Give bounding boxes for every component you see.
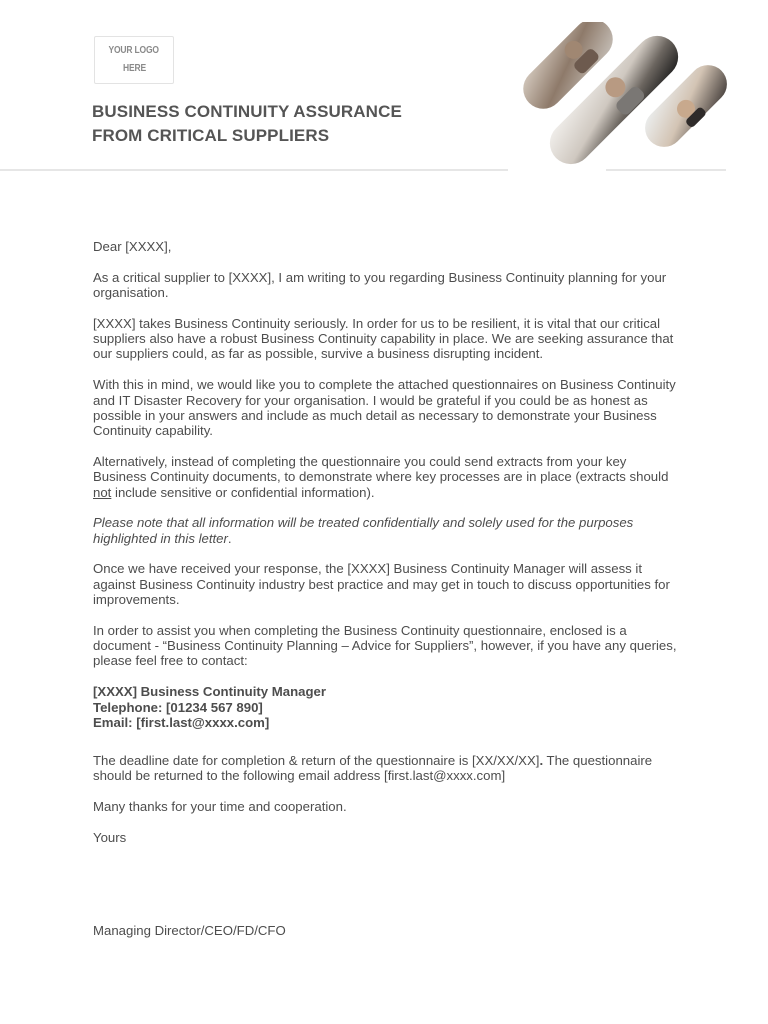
paragraph-resilience: [XXXX] takes Business Continuity seriously. In order for us to be resilient, it is vital that our critical suppliers also have a robust Business Continuity capability in place. We are seeking assurance that our suppliers could, as far as possible, survive a business disrupting incident. xyxy=(93,315,674,362)
logo-text-line-2: HERE xyxy=(122,63,146,74)
paragraph-deadline xyxy=(93,753,683,784)
salutation: Dear [XXXX], xyxy=(93,239,172,254)
paragraph-alternative xyxy=(93,454,683,500)
paragraph-intro: As a critical supplier to [XXXX], I am writing to you regarding Business Continuity planning for your organisation. xyxy=(93,269,667,301)
underlined-not: not xyxy=(93,484,112,500)
alternative-text-start: Alternatively, instead of completing the questionnaire you could send extracts from your key Business Continuity documents, to demonstrate where key processes are in place (extracts should xyxy=(93,453,669,485)
paragraph-confidentiality-note xyxy=(93,515,683,546)
header-divider-left xyxy=(0,169,508,171)
confidentiality-end: . xyxy=(227,530,232,546)
signature-title: Managing Director/CEO/FD/CFO xyxy=(93,922,286,938)
letter-body xyxy=(93,239,683,954)
closing: Yours xyxy=(93,830,127,846)
contact-telephone: Telephone: [01234 567 890] xyxy=(93,699,263,715)
document-title xyxy=(92,100,452,148)
deadline-bold-dot: . xyxy=(539,753,544,769)
logo-text-line-1: YOUR LOGO xyxy=(108,45,160,56)
header-photo-collage xyxy=(516,22,732,178)
contact-name-line: [XXXX] Business Continuity Manager xyxy=(93,684,327,700)
alternative-text-end: include sensitive or confidential information). xyxy=(111,484,375,500)
paragraph-thanks: Many thanks for your time and cooperation. xyxy=(93,799,347,815)
confidentiality-italic: Please note that all information will be treated confidentially and solely used for the purposes highlighted in this letter xyxy=(93,515,634,546)
paragraph-questionnaire-request: With this in mind, we would like you to complete the attached questionnaires on Business Continuity and IT Disaster Recovery for your organisation. I would be grateful if you could be as honest as possible in your answers and include as much detail as necessary to demonstrate your Business Continuity capability. xyxy=(93,377,676,439)
company-logo-placeholder xyxy=(94,36,174,84)
deadline-text-end: The questionnaire should be returned to the following email address [first.last@xxxx.com] xyxy=(93,753,653,784)
deadline-text-start: The deadline date for completion & return of the questionnaire is [XX/XX/XX] xyxy=(93,753,540,769)
title-line-1: BUSINESS CONTINUITY ASSURANCE xyxy=(92,102,402,121)
title-line-2: FROM CRITICAL SUPPLIERS xyxy=(92,126,330,145)
paragraph-assessment: Once we have received your response, the [XXXX] Business Continuity Manager will assess it against Business Continuity industry best practice and may get in touch to discuss opportunities for improvements. xyxy=(93,561,670,608)
paragraph-assistance: In order to assist you when completing the Business Continuity questionnaire, enclosed is a document - “Business Continuity Planning – Advice for Suppliers”, however, if you have any queries, please feel free to contact: xyxy=(93,622,677,669)
contact-email: Email: [first.last@xxxx.com] xyxy=(93,714,270,730)
